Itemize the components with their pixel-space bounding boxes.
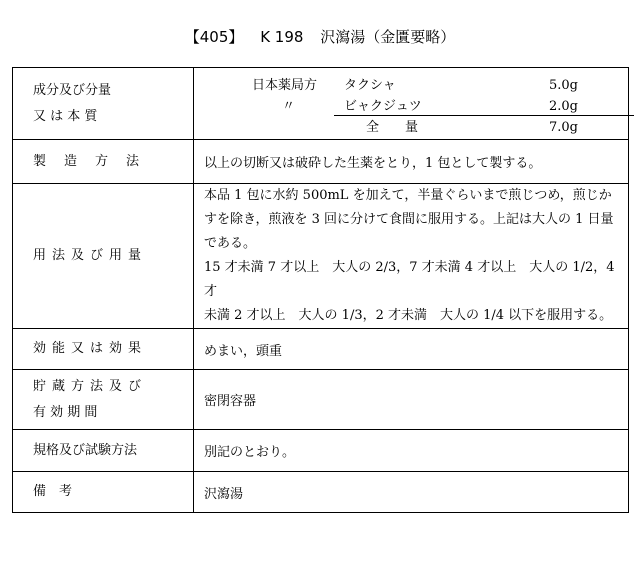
value-storage: 密閉容器: [194, 370, 629, 430]
monograph-code: K 198: [260, 28, 304, 46]
label-storage-line2: 有 効 期 間: [33, 404, 98, 420]
monograph-name: 沢瀉湯（金匱要略）: [320, 28, 456, 46]
monograph-number: 【405】: [184, 28, 244, 46]
usage-line: 未満 2 才以上 大人の 1/3，2 才未満 大人の 1/4 以下を服用する。: [204, 308, 613, 323]
monograph-table: [12, 67, 629, 513]
value-standards: 別記のとおり。: [194, 430, 629, 472]
ingredient-name: ビャクジュツ: [344, 99, 422, 114]
label-efficacy: [13, 329, 194, 370]
row-usage: [13, 184, 629, 329]
row-manufacturing: [13, 140, 629, 184]
label-standards-text: 規格及び試験方法: [33, 442, 138, 458]
label-composition-line2: 又 は 本 質: [33, 108, 98, 124]
ingredient-name: タクシャ: [344, 78, 396, 93]
label-storage-line1: 貯蔵方法及び: [33, 378, 148, 394]
label-composition-line1: 成分及び分量: [33, 82, 112, 98]
label-efficacy-text: 効能又は効果: [33, 341, 148, 356]
label-usage-text: 用法及び用量: [33, 248, 148, 263]
label-remarks: [13, 472, 194, 513]
label-manufacturing-text: 製造方法: [33, 153, 158, 169]
row-composition: [13, 68, 629, 140]
total-rule: [334, 115, 634, 116]
monograph-title: [0, 26, 640, 47]
value-efficacy: めまい，頭重: [194, 329, 629, 370]
label-standards: [13, 430, 194, 472]
ingredient-amount: 2.0g: [549, 99, 578, 114]
usage-line: 15 才未満 7 才以上 大人の 2/3，7 才未満 4 才以上 大人の 1/2，4 才: [204, 260, 615, 299]
ingredient-source: 日本薬局方: [252, 78, 318, 93]
row-standards: [13, 430, 629, 472]
row-storage: [13, 370, 629, 430]
value-remarks: 沢瀉湯: [194, 472, 629, 513]
label-manufacturing: [13, 140, 194, 184]
ingredient-source: 〃: [282, 99, 296, 114]
ingredient-row: [194, 76, 628, 96]
total-row: [194, 118, 628, 138]
usage-line: すを除き，煎液を 3 回に分けて食間に服用する。上記は大人の 1 日量: [204, 212, 614, 227]
label-storage: [13, 370, 194, 430]
value-usage: [194, 184, 629, 329]
label-composition: [13, 68, 194, 140]
ingredient-amount: 5.0g: [549, 78, 578, 93]
row-efficacy: [13, 329, 629, 370]
usage-line: 本品 1 包に水約 500mL を加えて，半量ぐらいまで煎じつめ，煎じか: [204, 188, 612, 203]
label-remarks-text: 備 考: [33, 484, 73, 499]
value-composition: [194, 68, 629, 140]
total-amount: 7.0g: [549, 120, 578, 135]
row-remarks: [13, 472, 629, 513]
ingredient-row: [194, 97, 628, 117]
usage-line: である。: [204, 236, 257, 251]
total-label: 全 量: [366, 120, 419, 135]
value-manufacturing: 以上の切断又は破砕した生薬をとり，1 包として製する。: [194, 140, 629, 184]
label-usage: [13, 184, 194, 329]
